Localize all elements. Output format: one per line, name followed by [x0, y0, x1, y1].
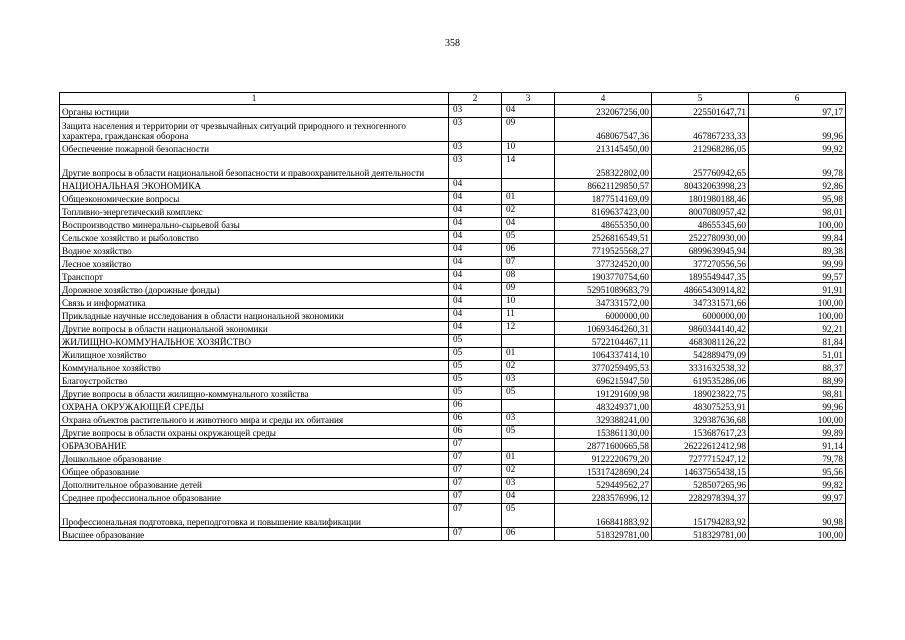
planned-amount: 213145450,00	[555, 142, 652, 155]
execution-percent: 99,92	[749, 142, 846, 155]
row-name: Профессиональная подготовка, переподготовка и повышение квалификации	[60, 504, 449, 528]
row-name: Жилищное хозяйство	[60, 348, 449, 361]
header-cell: 5	[652, 93, 749, 105]
table-row	[60, 309, 846, 322]
planned-amount: 258322802,00	[555, 155, 652, 179]
row-name: Другие вопросы в области национальной экономики	[60, 322, 449, 335]
executed-amount: 4683081126,22	[652, 335, 749, 348]
execution-percent: 99,96	[749, 118, 846, 142]
planned-amount: 5722104467,11	[555, 335, 652, 348]
subsection-code: 01	[502, 452, 555, 465]
subsection-code: 03	[502, 478, 555, 491]
execution-percent: 91,91	[749, 283, 846, 296]
executed-amount: 212968286,05	[652, 142, 749, 155]
table-row	[60, 374, 846, 387]
executed-amount: 80432063998,23	[652, 179, 749, 192]
executed-amount: 542889479,09	[652, 348, 749, 361]
execution-percent: 91,14	[749, 439, 846, 452]
section-code: 07	[449, 504, 502, 528]
section-code: 05	[449, 348, 502, 361]
planned-amount: 166841883,92	[555, 504, 652, 528]
planned-amount: 483249371,00	[555, 400, 652, 413]
table-row	[60, 335, 846, 348]
planned-amount: 347331572,00	[555, 296, 652, 309]
subsection-code: 03	[502, 413, 555, 426]
execution-percent: 99,96	[749, 400, 846, 413]
subsection-code: 04	[502, 218, 555, 231]
table-row	[60, 426, 846, 439]
executed-amount: 1801980188,46	[652, 192, 749, 205]
subsection-code: 05	[502, 387, 555, 400]
section-code: 04	[449, 179, 502, 192]
planned-amount: 468067547,36	[555, 118, 652, 142]
execution-percent: 90,98	[749, 504, 846, 528]
executed-amount: 225501647,71	[652, 105, 749, 118]
table-row	[60, 192, 846, 205]
planned-amount: 191291609,98	[555, 387, 652, 400]
executed-amount: 6899639945,94	[652, 244, 749, 257]
row-name: Топливно-энергетический комплекс	[60, 205, 449, 218]
planned-amount: 329388241,00	[555, 413, 652, 426]
row-name: ОБРАЗОВАНИЕ	[60, 439, 449, 452]
execution-percent: 99,84	[749, 231, 846, 244]
executed-amount: 8007080957,42	[652, 205, 749, 218]
planned-amount: 1903770754,60	[555, 270, 652, 283]
subsection-code: 10	[502, 142, 555, 155]
execution-percent: 92,86	[749, 179, 846, 192]
section-code: 06	[449, 400, 502, 413]
subsection-code	[502, 400, 555, 413]
table-row	[60, 504, 846, 528]
section-code: 07	[449, 452, 502, 465]
row-name: Защита населения и территории от чрезвычайных ситуаций природного и техногенного характера, гражданская оборона	[60, 118, 449, 142]
executed-amount: 2522780930,00	[652, 231, 749, 244]
execution-percent: 100,00	[749, 528, 846, 541]
row-name: Благоустройство	[60, 374, 449, 387]
execution-percent: 99,82	[749, 478, 846, 491]
subsection-code: 10	[502, 296, 555, 309]
subsection-code: 09	[502, 118, 555, 142]
executed-amount: 7277715247,12	[652, 452, 749, 465]
row-name: Транспорт	[60, 270, 449, 283]
subsection-code: 01	[502, 192, 555, 205]
planned-amount: 377324520,00	[555, 257, 652, 270]
executed-amount: 6000000,00	[652, 309, 749, 322]
planned-amount: 8169637423,00	[555, 205, 652, 218]
row-name: Прикладные научные исследования в области национальной экономики	[60, 309, 449, 322]
table-row	[60, 387, 846, 400]
row-name: Охрана объектов растительного и животного мира и среды их обитания	[60, 413, 449, 426]
subsection-code: 12	[502, 322, 555, 335]
table-row	[60, 452, 846, 465]
subsection-code: 09	[502, 283, 555, 296]
execution-percent: 81,84	[749, 335, 846, 348]
row-name: Другие вопросы в области жилищно-коммунального хозяйства	[60, 387, 449, 400]
execution-percent: 98,81	[749, 387, 846, 400]
executed-amount: 467867233,33	[652, 118, 749, 142]
executed-amount: 26222612412,98	[652, 439, 749, 452]
table-row	[60, 118, 846, 142]
executed-amount: 9860344140,42	[652, 322, 749, 335]
table-row	[60, 142, 846, 155]
section-code: 03	[449, 105, 502, 118]
row-name: Водное хозяйство	[60, 244, 449, 257]
planned-amount: 3770259495,53	[555, 361, 652, 374]
section-code: 05	[449, 361, 502, 374]
section-code: 04	[449, 192, 502, 205]
section-code: 07	[449, 491, 502, 504]
subsection-code: 05	[502, 504, 555, 528]
subsection-code: 05	[502, 426, 555, 439]
row-name: Высшее образование	[60, 528, 449, 541]
subsection-code: 02	[502, 205, 555, 218]
subsection-code: 02	[502, 465, 555, 478]
table-row	[60, 244, 846, 257]
table-row	[60, 257, 846, 270]
execution-percent: 89,38	[749, 244, 846, 257]
execution-percent: 95,98	[749, 192, 846, 205]
row-name: Общеэкономические вопросы	[60, 192, 449, 205]
row-name: Лесное хозяйство	[60, 257, 449, 270]
row-name: Коммунальное хозяйство	[60, 361, 449, 374]
subsection-code: 03	[502, 374, 555, 387]
planned-amount: 7719525568,27	[555, 244, 652, 257]
table-row	[60, 155, 846, 179]
executed-amount: 1895549447,35	[652, 270, 749, 283]
executed-amount: 189023822,75	[652, 387, 749, 400]
subsection-code	[502, 439, 555, 452]
table-row	[60, 231, 846, 244]
planned-amount: 1877514169,09	[555, 192, 652, 205]
execution-percent: 99,99	[749, 257, 846, 270]
section-code: 04	[449, 283, 502, 296]
execution-percent: 100,00	[749, 309, 846, 322]
executed-amount: 528507265,96	[652, 478, 749, 491]
section-code: 03	[449, 118, 502, 142]
section-code: 05	[449, 374, 502, 387]
table-row	[60, 361, 846, 374]
row-name: Среднее профессиональное образование	[60, 491, 449, 504]
executed-amount: 48655345,60	[652, 218, 749, 231]
planned-amount: 2283576996,12	[555, 491, 652, 504]
subsection-code	[502, 179, 555, 192]
planned-amount: 2526816549,51	[555, 231, 652, 244]
row-name: Сельское хозяйство и рыболовство	[60, 231, 449, 244]
execution-percent: 51,01	[749, 348, 846, 361]
planned-amount: 153861130,00	[555, 426, 652, 439]
table-row	[60, 413, 846, 426]
executed-amount: 3331632538,32	[652, 361, 749, 374]
planned-amount: 232067256,00	[555, 105, 652, 118]
planned-amount: 6000000,00	[555, 309, 652, 322]
subsection-code: 06	[502, 244, 555, 257]
execution-percent: 97,17	[749, 105, 846, 118]
executed-amount: 48665430914,82	[652, 283, 749, 296]
executed-amount: 619535286,06	[652, 374, 749, 387]
row-name: Дополнительное образование детей	[60, 478, 449, 491]
execution-percent: 88,99	[749, 374, 846, 387]
row-name: НАЦИОНАЛЬНАЯ ЭКОНОМИКА	[60, 179, 449, 192]
row-name: Обеспечение пожарной безопасности	[60, 142, 449, 155]
subsection-code: 14	[502, 155, 555, 179]
planned-amount: 529449562,27	[555, 478, 652, 491]
budget-table	[59, 92, 846, 541]
execution-percent: 99,57	[749, 270, 846, 283]
section-code: 06	[449, 413, 502, 426]
subsection-code: 07	[502, 257, 555, 270]
section-code: 06	[449, 426, 502, 439]
subsection-code: 05	[502, 231, 555, 244]
section-code: 04	[449, 218, 502, 231]
section-code: 05	[449, 387, 502, 400]
section-code: 04	[449, 257, 502, 270]
table-row	[60, 348, 846, 361]
section-code: 03	[449, 142, 502, 155]
subsection-code: 08	[502, 270, 555, 283]
table-row	[60, 465, 846, 478]
table-row	[60, 439, 846, 452]
header-cell: 6	[749, 93, 846, 105]
execution-percent: 98,01	[749, 205, 846, 218]
header-cell: 3	[502, 93, 555, 105]
table-row	[60, 478, 846, 491]
executed-amount: 153687617,23	[652, 426, 749, 439]
executed-amount: 14637565438,15	[652, 465, 749, 478]
row-name: Другие вопросы в области национальной безопасности и правоохранительной деятельности	[60, 155, 449, 179]
row-name: Дорожное хозяйство (дорожные фонды)	[60, 283, 449, 296]
header-cell: 2	[449, 93, 502, 105]
executed-amount: 518329781,00	[652, 528, 749, 541]
section-code: 04	[449, 244, 502, 257]
executed-amount: 347331571,66	[652, 296, 749, 309]
table-row	[60, 105, 846, 118]
subsection-code: 02	[502, 361, 555, 374]
planned-amount: 48655350,00	[555, 218, 652, 231]
subsection-code	[502, 335, 555, 348]
execution-percent: 100,00	[749, 296, 846, 309]
row-name: Дошкольное образование	[60, 452, 449, 465]
header-cell: 1	[60, 93, 449, 105]
table-header-row	[60, 93, 846, 105]
row-name: Органы юстиции	[60, 105, 449, 118]
subsection-code: 06	[502, 528, 555, 541]
table-row	[60, 491, 846, 504]
row-name: ОХРАНА ОКРУЖАЮЩЕЙ СРЕДЫ	[60, 400, 449, 413]
row-name: Другие вопросы в области охраны окружающей среды	[60, 426, 449, 439]
planned-amount: 15317428690,24	[555, 465, 652, 478]
planned-amount: 9122220679,20	[555, 452, 652, 465]
planned-amount: 10693464260,31	[555, 322, 652, 335]
section-code: 07	[449, 465, 502, 478]
section-code: 04	[449, 309, 502, 322]
execution-percent: 88,37	[749, 361, 846, 374]
execution-percent: 100,00	[749, 413, 846, 426]
planned-amount: 52951089683,79	[555, 283, 652, 296]
section-code: 04	[449, 296, 502, 309]
execution-percent: 99,97	[749, 491, 846, 504]
table-row	[60, 179, 846, 192]
section-code: 05	[449, 335, 502, 348]
subsection-code: 11	[502, 309, 555, 322]
section-code: 03	[449, 155, 502, 179]
subsection-code: 01	[502, 348, 555, 361]
section-code: 04	[449, 270, 502, 283]
row-name: Общее образование	[60, 465, 449, 478]
planned-amount: 518329781,00	[555, 528, 652, 541]
planned-amount: 1064337414,10	[555, 348, 652, 361]
section-code: 04	[449, 322, 502, 335]
table-row	[60, 296, 846, 309]
execution-percent: 100,00	[749, 218, 846, 231]
table-row	[60, 528, 846, 541]
section-code: 07	[449, 439, 502, 452]
execution-percent: 95,56	[749, 465, 846, 478]
row-name: Воспроизводство минерально-сырьевой базы	[60, 218, 449, 231]
section-code: 04	[449, 205, 502, 218]
execution-percent: 99,78	[749, 155, 846, 179]
row-name: Связь и информатика	[60, 296, 449, 309]
table-row	[60, 400, 846, 413]
execution-percent: 99,89	[749, 426, 846, 439]
section-code: 07	[449, 528, 502, 541]
page-number: 358	[445, 38, 460, 49]
table-row	[60, 205, 846, 218]
table-row	[60, 283, 846, 296]
executed-amount: 257760942,65	[652, 155, 749, 179]
executed-amount: 483075253,91	[652, 400, 749, 413]
planned-amount: 28771600665,58	[555, 439, 652, 452]
table-row	[60, 322, 846, 335]
executed-amount: 151794283,92	[652, 504, 749, 528]
execution-percent: 79,78	[749, 452, 846, 465]
header-cell: 4	[555, 93, 652, 105]
row-name: ЖИЛИЩНО-КОММУНАЛЬНОЕ ХОЗЯЙСТВО	[60, 335, 449, 348]
executed-amount: 2282978394,37	[652, 491, 749, 504]
section-code: 04	[449, 231, 502, 244]
planned-amount: 696215947,50	[555, 374, 652, 387]
subsection-code: 04	[502, 491, 555, 504]
table-row	[60, 218, 846, 231]
executed-amount: 377270556,56	[652, 257, 749, 270]
executed-amount: 329387636,68	[652, 413, 749, 426]
section-code: 07	[449, 478, 502, 491]
planned-amount: 86621129850,57	[555, 179, 652, 192]
table-row	[60, 270, 846, 283]
execution-percent: 92,21	[749, 322, 846, 335]
subsection-code: 04	[502, 105, 555, 118]
